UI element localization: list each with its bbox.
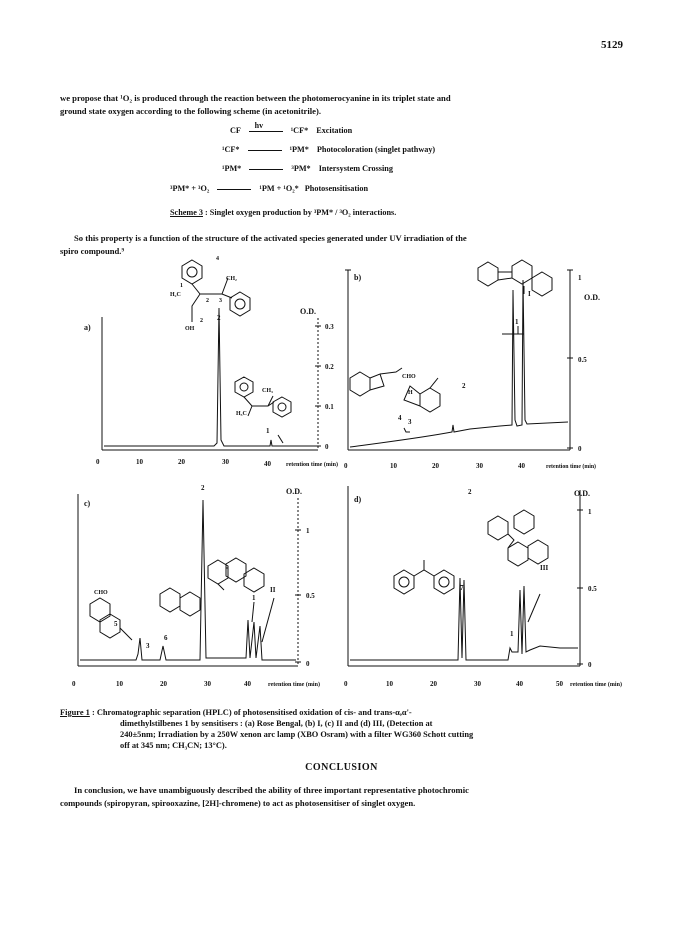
peak-label: 7 [460,584,464,592]
peak-label: 1 [252,594,256,602]
peak-label: 5 [114,620,118,628]
struct-label: H₃C [236,411,247,417]
peak-label: 2 [217,314,221,322]
x-tick: 20 [160,680,167,688]
struct-label: CH₂ [226,276,237,282]
scheme-row-2 [222,145,435,154]
x-tick: 40 [518,462,525,470]
od-label-c: O.D. [286,487,302,496]
section-heading-conclusion: CONCLUSION [305,762,378,773]
panel-c [78,494,301,666]
od-label-d: O.D. [574,489,590,498]
panel-a [102,260,321,450]
arrow-icon [249,169,283,170]
arrow-icon [249,131,283,132]
scheme-note: Excitation [316,126,353,135]
panel-label-a: a) [84,323,91,332]
x-tick: 0 [96,458,100,466]
conclusion-line-2: compounds (spiropyran, spirooxazine, [2H]-chromene) to act as photosensitiser of singlet oxygen. [60,798,416,808]
benzene-ring-icon [514,510,534,534]
peak-label: I [528,290,531,298]
benzene-ring-icon [90,598,110,622]
od-tick: 0 [306,660,310,668]
benzene-ring-icon [488,516,508,540]
x-axis-label-a: retention time (min) [286,462,338,468]
intro-paragraph [60,92,626,118]
peak-label: 1 [266,427,270,435]
scheme-right: ³PM* [291,164,311,173]
od-tick: 0 [578,445,582,453]
benzene-ring-icon [394,570,414,594]
x-tick: 30 [476,462,483,470]
x-tick: 0 [72,680,76,688]
conclusion-paragraph [60,784,626,810]
od-tick: 0 [325,443,329,451]
x-axis-label-b: retention time (min) [546,464,598,470]
od-label-b: O.D. [584,293,600,302]
peak-label: 2 [201,484,205,492]
x-tick: 10 [136,458,143,466]
scheme-left: ³PM* + ³O₂ [170,184,210,193]
scheme-row-1 [230,126,352,135]
x-tick: 10 [386,680,393,688]
struct-label: 2 [200,318,203,324]
scheme-caption [170,208,396,217]
struct-label: 1 [180,283,183,289]
od-tick: 1 [578,274,582,282]
scheme-right: ¹PM* [289,145,309,154]
peak-label: 6 [164,634,168,642]
scheme-note: Photocoloration (singlet pathway) [316,145,436,154]
peak-label: 1 [515,318,519,326]
benzene-ring-icon [182,260,202,284]
struct-label: H₂C [170,292,181,298]
od-tick: 0.5 [578,356,587,364]
body-line-1: So this property is a function of the structure of the activated species generated under UV irradiation of the [74,233,467,243]
body-line-2: spiro compound.⁹ [60,246,125,256]
od-label-a: O.D. [300,307,316,316]
peak-label: III [540,564,549,572]
x-tick: 0 [344,680,348,688]
intro-line-1: we propose that ¹O₂ is produced through the reaction between the photomerocyanine in its triplet state and [60,93,451,103]
benzene-ring-icon [208,560,228,584]
peak-label: 1 [510,630,514,638]
x-tick: 20 [430,680,437,688]
peak-label: 2 [462,382,466,390]
scheme-left: CF [230,126,241,135]
x-axis-label-c: retention time (min) [268,682,320,688]
struct-label: 2 [206,298,209,304]
struct-label: H [408,390,413,396]
figure-caption-line-4: off at 345 nm; CH₃CN; 13°C). [120,741,227,750]
peak-label: 3 [408,418,412,426]
figure-caption-line-1: : Chromatographic separation (HPLC) of photosensitised oxidation of cis- and trans-α,α'- [91,708,412,717]
x-tick: 10 [390,462,397,470]
x-tick: 40 [516,680,523,688]
od-tick: 0.5 [588,585,597,593]
benzene-ring-icon [230,292,250,316]
x-tick: 0 [344,462,348,470]
trace-d [350,578,578,660]
scheme-left: ¹PM* [222,164,242,173]
od-tick: 1 [306,527,310,535]
scheme-row-3 [222,164,393,173]
od-tick: 0.2 [325,363,334,371]
scheme-right: ¹PM + ¹O₂* [259,184,299,193]
panel-label-b: b) [354,273,362,282]
figure-caption-label: Figure 1 [60,708,90,717]
x-tick: 10 [116,680,123,688]
intro-line-2: ground state oxygen according to the following scheme (in acetonitrile). [60,106,321,116]
benzene-ring-icon [235,377,253,397]
peak-label: 3 [146,642,150,650]
benzene-ring-icon [478,262,498,286]
peak-label: II [270,586,276,594]
struct-label: 3 [219,298,222,304]
benzene-ring-icon [350,372,370,396]
od-tick: 1 [588,508,592,516]
scheme-left: ¹CF* [222,145,240,154]
scheme-right: ¹CF* [290,126,309,135]
scheme-caption-text: : Singlet oxygen production by ³PM* / ³O₂ interactions. [205,208,397,217]
benzene-ring-icon [160,588,180,612]
struct-label: OH [185,326,195,332]
scheme-note: Intersystem Crossing [318,164,393,173]
struct-label: CHO [402,374,416,380]
benzene-ring-icon [273,397,291,417]
struct-label: CHO [94,590,108,596]
od-tick: 0 [588,661,592,669]
x-tick: 50 [556,680,563,688]
x-tick: 30 [222,458,229,466]
figure-caption-line-2: dimethylstilbenes 1 by sensitisers : (a) Rose Bengal, (b) I, (c) II and (d) III, (Detection at [120,719,433,728]
struct-label: 4 [216,256,219,262]
figure-caption-line-3: 240±5nm; Irradiation by a 250W xenon arc lamp (XBO Osram) with a filter WG360 Schott cutting [120,730,474,739]
x-axis-label-d: retention time (min) [570,682,622,688]
x-tick: 20 [178,458,185,466]
trace-a [104,308,316,446]
conclusion-line-1: In conclusion, we have unambiguously described the ability of three important representative photochromic [74,785,469,795]
scheme-row-4 [170,184,368,193]
page-number: 5129 [601,39,623,51]
od-tick: 0.1 [325,403,334,411]
x-tick: 40 [244,680,251,688]
struct-label: CH₃ [262,388,273,394]
panel-label-d: d) [354,495,362,504]
peak-label: 4 [398,414,402,422]
peak-label: 2 [468,488,472,496]
x-tick: 40 [264,460,271,468]
od-tick: 0.3 [325,323,334,331]
scheme-note: Photosensitisation [304,184,369,193]
panel-d [348,486,583,666]
figure-1 [0,250,683,705]
od-tick: 0.5 [306,592,315,600]
scheme-caption-label: Scheme 3 [170,208,203,217]
arrow-icon [248,150,282,151]
arrow-icon [217,189,251,190]
trace-b [350,280,568,447]
benzene-ring-icon [434,570,454,594]
x-tick: 30 [204,680,211,688]
figure-caption [60,707,620,751]
panel-label-c: c) [84,499,91,508]
panel-b [345,260,573,450]
x-tick: 20 [432,462,439,470]
x-tick: 30 [474,680,481,688]
